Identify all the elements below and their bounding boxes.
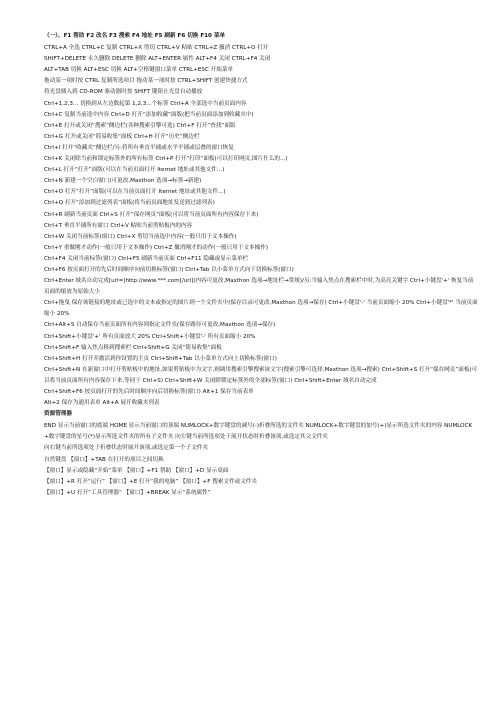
- text-line: 将光盘插入到 CD-ROM 驱动器时按 SHIFT 键阻止光盘自动播放: [44, 89, 203, 96]
- text-line: 【窗口】显示或隐藏“开始”菜单 【窗口】+F1 帮助 【窗口】+D 显示桌面: [44, 467, 229, 474]
- text-line: Ctrl+C 复制当前选中内容 Ctrl+D 打开“添加收藏”面版(把当前页面添加到收藏夹中): [44, 111, 254, 118]
- text-line: Ctrl+N 新建一个空白窗口(可更改,Maxthon 选项→标签→新建): [44, 178, 202, 185]
- text-line: Ctrl+Shift+小键盘'+' 所有页面放大 20% Ctrl+Shift+小键盘'-' 所有页面缩小 20%: [44, 333, 256, 340]
- text-paragraph: Ctrl+Enter 域名自动完成[url=]http://www.***.com[/url](内容可更改,Maxthon 选项→地址栏→常规)/另:当输入焦点在搜索栏中时,为高亮关键字 Ctrl+小键盘'+' 恢复当前页面的缩放为原始大小: [44, 278, 474, 296]
- text-line: Alt+2 保存为通用表单 Alt+A 展开收藏夹列表: [44, 400, 160, 407]
- text-line: Ctrl+Shift+H 打开并激活到你设置的主页 Ctrl+Shift+Tab 以小菜单方式向上切换标签(窗口): [44, 355, 277, 362]
- text-line: 向右键当前所选项处于折叠状态时展开该项,或选定第一个子文件夹: [44, 445, 208, 452]
- explorer-heading: 资源管理器: [44, 411, 72, 418]
- text-line: Ctrl+Y 重做刚才动作(一般只用于文本操作) Ctrl+Z 撤消刚才的动作(一般只用于文本操作): [44, 244, 268, 251]
- text-line: Ctrl+F6 按页面打开的先后时间顺序向前切换标签(窗口) Ctrl+Tab 以小菜单方式向下切换标签(窗口): [44, 266, 294, 273]
- text-paragraph: Ctrl+拖曳 保存该链接的地址或已选中的文本或指定的图片到一个文件夹中(保存目录可更改,Maxthon 选项→保存) Ctrl+小键盘'-' 当前页面缩小 20% Ctrl+小键盘'*' 当前页面缩小 20%: [44, 300, 478, 318]
- text-line: 【窗口】+R 打开“运行” 【窗口】+E 打开“我的电脑” 【窗口】+F 搜索文件或文件夹: [44, 478, 257, 485]
- text-line: Ctrl+I 打开“收藏夹”侧边栏/另:将所有垂直平铺或水平平铺或层叠的窗口恢复: [44, 144, 234, 151]
- text-line: CTRL+A 全选 CTRL+C 复制 CTRL+X 剪切 CTRL+V 粘贴 CTRL+Z 撤消 CTRL+O 打开: [44, 45, 269, 52]
- text-line: Ctrl+L 打开“打开”面版(可以在当前页面打开 Iternet 地址或其他文件...): [44, 167, 225, 174]
- text-line: ALT+TAB 切换 ALT+ESC 切换 ALT+空格键窗口菜单 CTRL+ESC 开始菜单: [44, 67, 234, 74]
- text-line: Ctrl+W 关闭当前标签(窗口) Ctrl+X 剪切当前选中内容(一般只用于文本操作): [44, 233, 237, 240]
- text-line: Ctrl+G 打开或关闭“简易收集”面板 Ctrl+H 打开“历史”侧边栏: [44, 133, 200, 140]
- text-line: Ctrl+Alt+S 自动保存当前页面所有内容到指定文件夹(保存路径可更改,Maxthon 选项→保存): [44, 322, 276, 329]
- text-line: Ctrl+T 垂直平铺所有窗口 Ctrl+V 粘贴当前剪贴板内的内容: [44, 222, 193, 229]
- text-line: Ctrl+F4 关闭当前标签(窗口) Ctrl+F5 刷新当前页面 Ctrl+F11 隐藏或显示菜单栏: [44, 255, 249, 262]
- text-line: Ctrl+E 打开或关闭“搜索”侧边栏(各种搜索引擎可选) Ctrl+F 打开“查找”面版: [44, 122, 236, 129]
- text-line: Ctrl+R 刷新当前页面 Ctrl+S 打开“保存网页”面板(可以将当前页面所有内容保存下来): [44, 211, 259, 218]
- text-line: Ctrl+1,2,3... 切换到从左边数起第 1,2,3...个标签 Ctrl+A 全部选中当前页面内容: [44, 100, 247, 107]
- text-line: Ctrl+K 关闭除当前和锁定标签外的所有标签 Ctrl+P 打开“打印”面板(可以打印网页,图片什么的...): [44, 156, 288, 163]
- text-line: Ctrl+Shift+F 输入焦点移到搜索栏 Ctrl+Shift+G 关闭“简易收集”面板: [44, 344, 222, 351]
- text-line: SHIFT+DELETE 永久删除 DELETE 删除 ALT+ENTER 属性 ALT+F4 关闭 CTRL+F4 关闭: [44, 56, 271, 63]
- function-keys-heading: （一）、F1 帮助 F2 改名 F3 搜索 F4 地址 F5 刷新 F6 切换 F10 菜单: [44, 33, 226, 39]
- text-line: 自然键盘 【窗口】+TAB 在打开的项目之间切换: [44, 456, 164, 463]
- text-line: 【窗口】+U 打开“工具管理器” 【窗口】+BREAK 显示“系统属性”: [44, 489, 211, 496]
- text-line: Ctrl+O 打开“打开”面版(可以在当前页面打开 Iternet 地址或其他文件...): [44, 189, 226, 196]
- text-paragraph: Ctrl+Shift+N 在新窗口中打开剪贴板中的地址,如果剪贴板中为文字,则调用搜索引擎搜索该文字(搜索引擎可选择,Maxthon 选项→搜索) Ctrl+Shift+S 打开“保存网页”面板(可以将当前页面所有内容保存下来,等同于 Ctrl+S) Ctrl+Shift+W 关闭除锁定标签外的全部标签(窗口) Ctrl+Shift+Enter 域名自动完成: [44, 366, 478, 384]
- text-line: 拖动某一项时按 CTRL 复制所选项目 拖动某一项时按 CTRL+SHIFT 创建快捷方式: [44, 78, 248, 85]
- text-line: Ctrl+Q 打开“添加到过滤列表”面板(将当前页面地址发送到过滤列表): [44, 200, 215, 207]
- text-line: Ctrl+Shift+F6 按页面打开的先后时间顺序向后切换标签(窗口) Alt+1 保存当前表单: [44, 389, 254, 395]
- text-paragraph: END 显示当前窗口的底端 HOME 显示当前窗口的顶端 NUMLOCK+数字键盘的减号(-)折叠所选的文件夹 NUMLOCK+数字键盘的加号(+)显示所选文件夹的内容 NUMLOCK+数字键盘的星号(*)显示所选文件夹的所有子文件夹 向左键当前所选项处于展开状态时折叠该项,或选定其父文件夹: [44, 423, 473, 441]
